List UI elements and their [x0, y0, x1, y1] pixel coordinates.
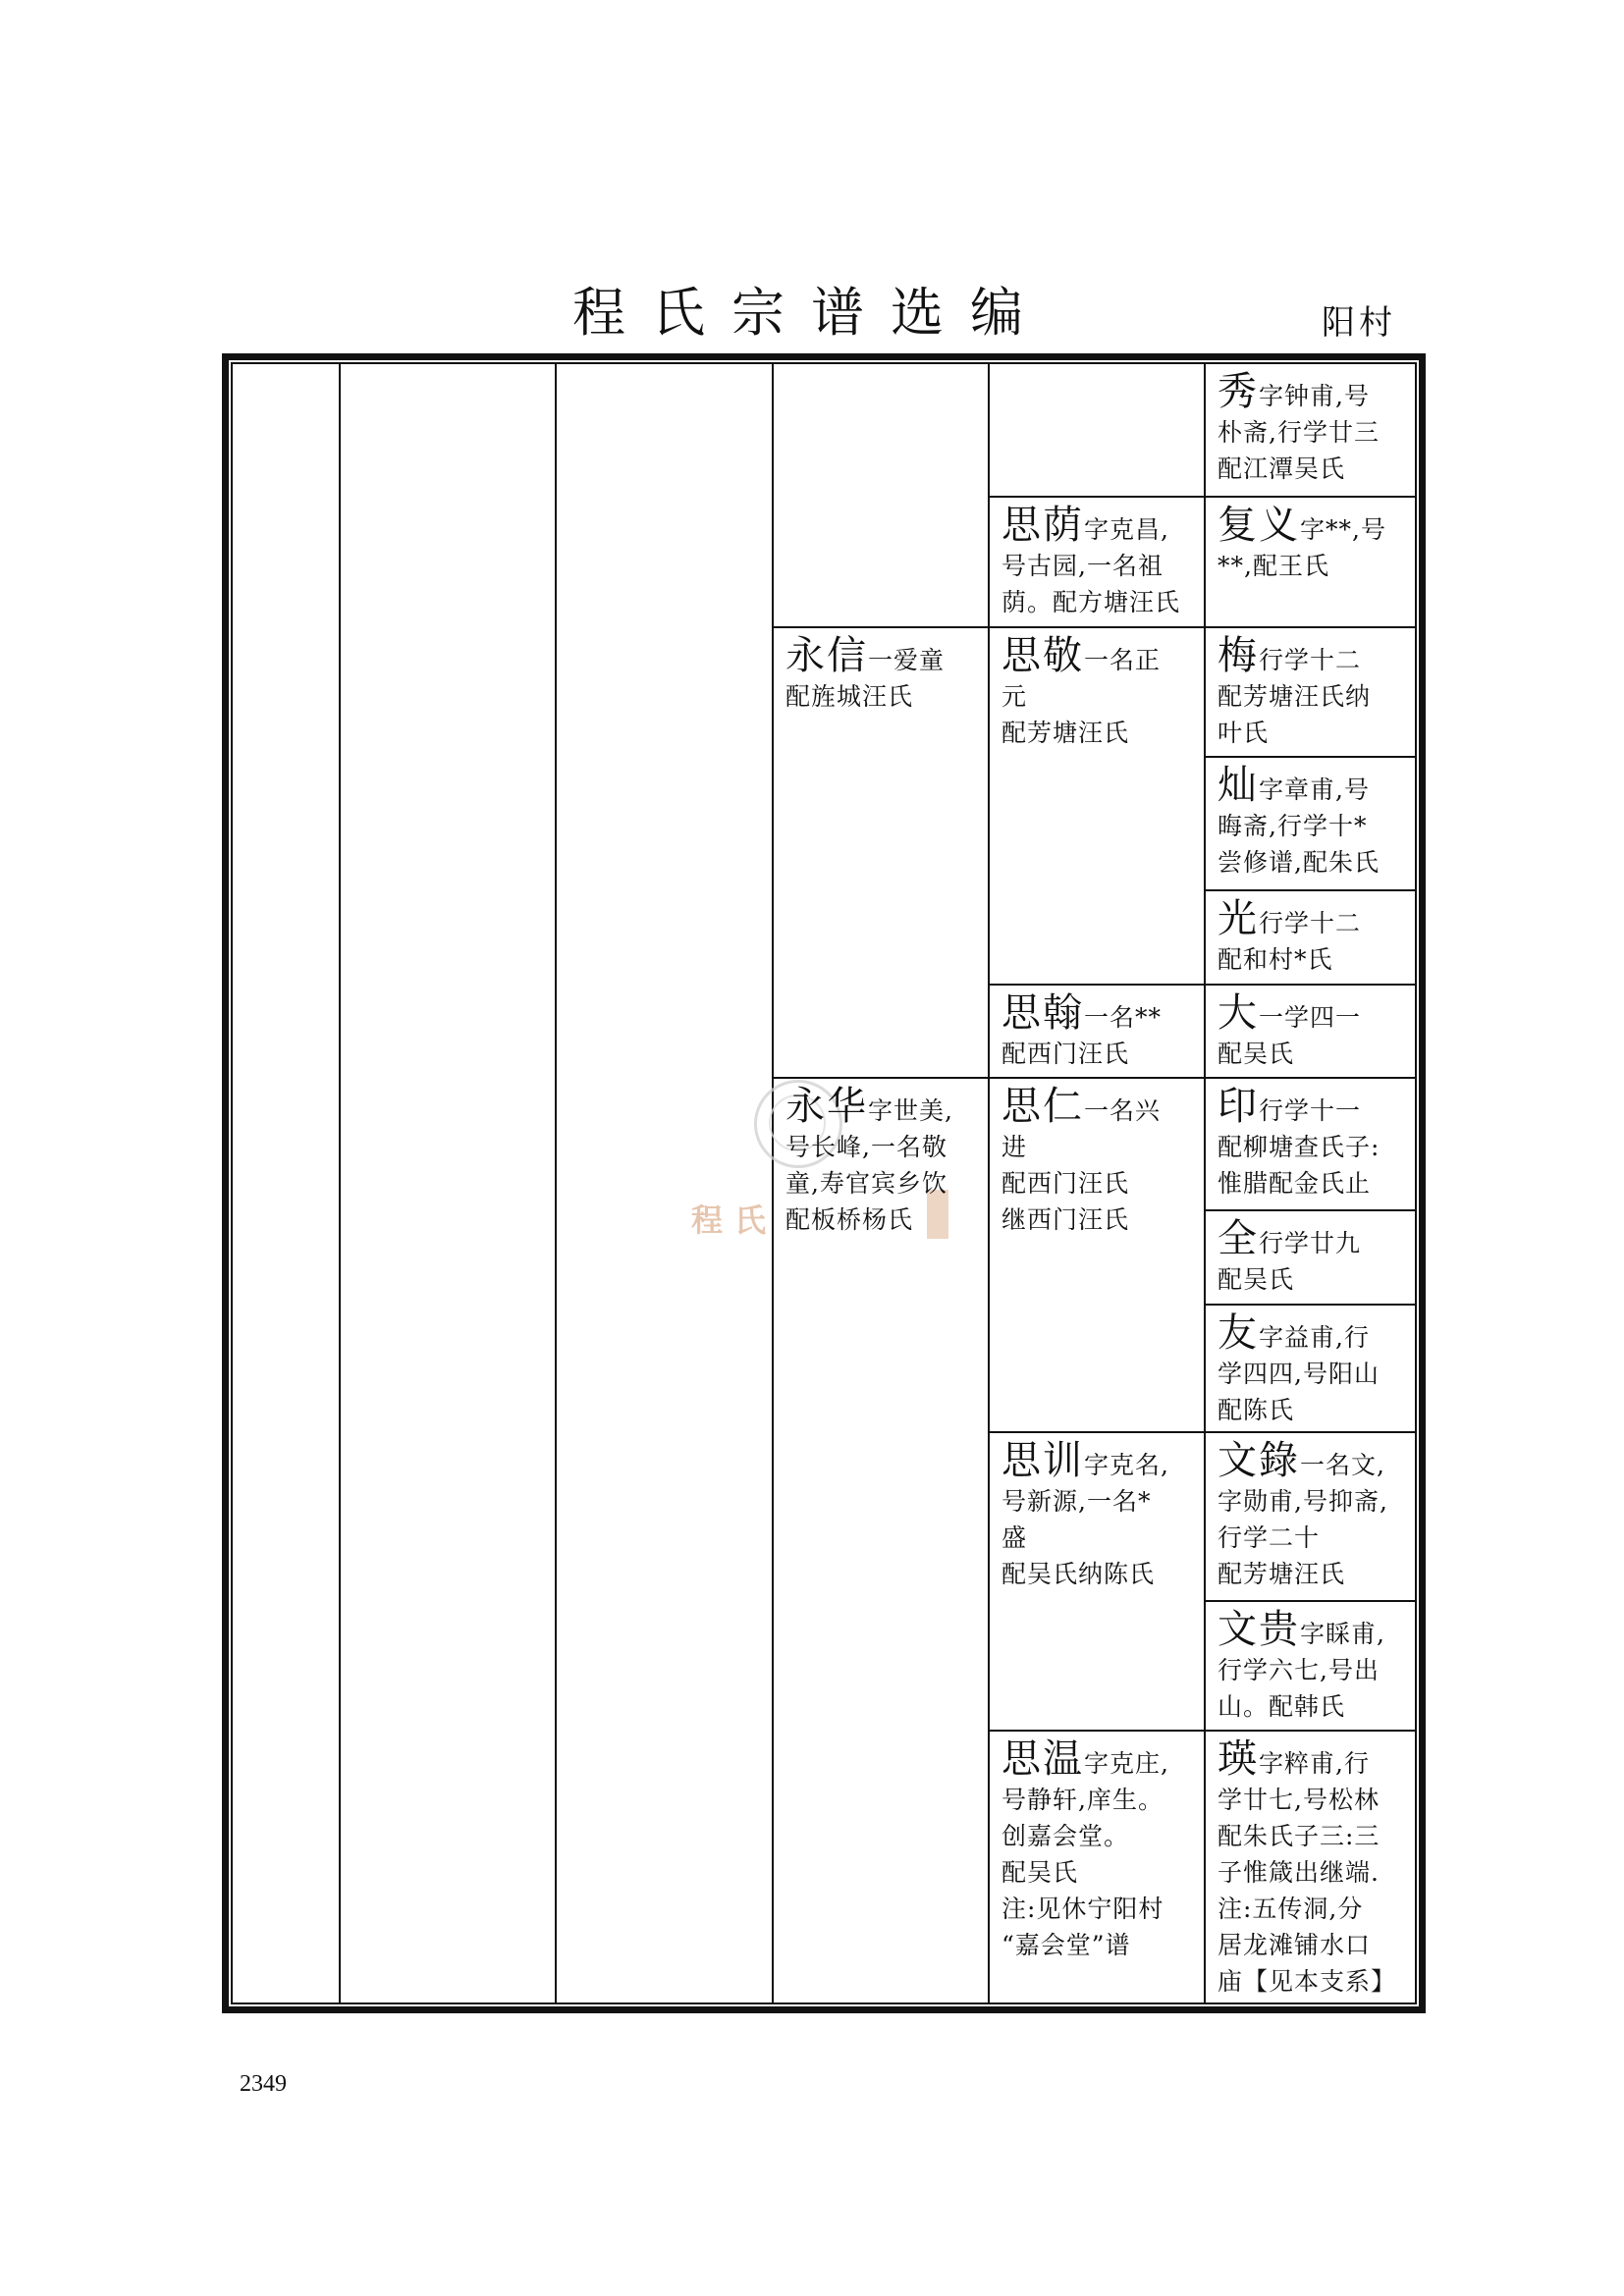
page-title: 程氏宗谱选编 [572, 282, 1050, 344]
entry-line: 字粹甫,行 [1259, 1749, 1370, 1778]
entry-line: 号古园,一名祖 [1001, 552, 1164, 580]
entry-line: 童,寿官宾乡饮 [785, 1169, 947, 1198]
page-number: 2349 [240, 2071, 287, 2097]
entry-line: 配芳塘汪氏纳 [1218, 682, 1372, 711]
column-divider [555, 362, 557, 2004]
entry-col6 [1206, 1602, 1415, 1730]
entry-line: 盛 [1001, 1523, 1028, 1552]
entry-line: 字克昌, [1084, 515, 1169, 544]
entry-line: 晦斋,行学十* [1218, 812, 1368, 840]
entry-line: 号静轩,庠生。 [1001, 1786, 1164, 1814]
entry-line: 配板桥杨氏 [785, 1205, 914, 1234]
entry-line: 注:见休宁阳村 [1001, 1895, 1164, 1923]
entry-line: 字睬甫, [1300, 1620, 1385, 1648]
entry-line: 一爱童 [868, 646, 946, 674]
column-divider [339, 362, 341, 2004]
entry-col4 [774, 1079, 988, 2002]
entry-line: 一名** [1084, 1003, 1163, 1032]
person-name: 秀 [1218, 369, 1259, 414]
entry-line: 行学十二 [1259, 646, 1362, 674]
entry-line: 配陈氏 [1218, 1396, 1295, 1424]
person-name: 复义 [1218, 503, 1300, 548]
entry-line: 行学廿九 [1259, 1229, 1362, 1257]
entry-line: 庙【见本支系】 [1218, 1967, 1397, 1996]
entry-col5 [990, 986, 1204, 1077]
watermark-text: 程氏 [691, 1201, 779, 1239]
entry-line: 配西门汪氏 [1001, 1040, 1130, 1068]
person-name: 思温 [1001, 1736, 1084, 1782]
entry-line: 字克名, [1084, 1451, 1169, 1479]
entry-line: 字勋甫,号抑斋, [1218, 1487, 1388, 1516]
entry-col6 [1206, 1079, 1415, 1209]
entry-col5 [990, 1732, 1204, 2002]
entry-line: 元 [1001, 682, 1028, 711]
entry-line: 配吴氏纳陈氏 [1001, 1560, 1156, 1588]
entry-line: 行学六七,号出 [1218, 1656, 1380, 1684]
entry-line: 配吴氏 [1218, 1040, 1295, 1068]
entry-line: 配西门汪氏 [1001, 1169, 1130, 1198]
entry-line: 字世美, [868, 1096, 953, 1125]
entry-line: 配柳塘查氏子: [1218, 1133, 1380, 1161]
entry-line: 字**,号 [1300, 515, 1386, 544]
person-name: 光 [1218, 896, 1259, 941]
person-name: 思仁 [1001, 1084, 1084, 1129]
entry-line: 行学十二 [1259, 909, 1362, 937]
entry-line: 配芳塘汪氏 [1218, 1560, 1346, 1588]
entry-line: 字益甫,行 [1259, 1323, 1370, 1352]
person-name: 文錄 [1218, 1438, 1300, 1483]
entry-line: 子惟箴出继端. [1218, 1858, 1380, 1887]
entry-col6 [1206, 1732, 1415, 2002]
entry-col6 [1206, 364, 1415, 496]
entry-col6 [1206, 986, 1415, 1077]
entry-line: 叶氏 [1218, 719, 1270, 747]
entry-col6 [1206, 1433, 1415, 1600]
entry-line: **,配王氏 [1218, 552, 1329, 580]
entry-line: 一名文, [1300, 1451, 1385, 1479]
entry-col6 [1206, 1211, 1415, 1304]
entry-line: 配旌城汪氏 [785, 682, 914, 711]
entry-line: 字钟甫,号 [1259, 382, 1370, 410]
entry-line: 行学十一 [1259, 1096, 1362, 1125]
entry-line: 号长峰,一名敬 [785, 1133, 947, 1161]
entry-line: 继西门汪氏 [1001, 1205, 1130, 1234]
entry-line: 号新源,一名* [1001, 1487, 1152, 1516]
village-label: 阳村 [1322, 303, 1396, 343]
person-name: 思训 [1001, 1438, 1084, 1483]
person-name: 文贵 [1218, 1607, 1300, 1652]
person-name: 思荫 [1001, 503, 1084, 548]
entry-col6 [1206, 628, 1415, 756]
entry-line: 惟腊配金氏止 [1218, 1169, 1372, 1198]
entry-line: 进 [1001, 1133, 1028, 1161]
person-name: 思翰 [1001, 990, 1084, 1036]
person-name: 永信 [785, 633, 868, 678]
entry-line: 朴斋,行学廿三 [1218, 418, 1380, 447]
entry-col6 [1206, 891, 1415, 984]
entry-line: 学四四,号阳山 [1218, 1360, 1380, 1388]
entry-col6 [1206, 498, 1415, 626]
entry-line: 一名正 [1084, 646, 1162, 674]
entry-line: 字克庄, [1084, 1749, 1169, 1778]
entry-line: 字章甫,号 [1259, 775, 1370, 804]
person-name: 永华 [785, 1084, 868, 1129]
entry-line: 配吴氏 [1001, 1858, 1079, 1887]
entry-line: 行学二十 [1218, 1523, 1321, 1552]
person-name: 梅 [1218, 633, 1259, 678]
person-name: 大 [1218, 990, 1259, 1036]
entry-line: 配江潭吴氏 [1218, 454, 1346, 483]
entry-col5 [990, 628, 1204, 984]
entry-line: 学廿七,号松林 [1218, 1786, 1380, 1814]
entry-line: 创嘉会堂。 [1001, 1822, 1130, 1850]
person-name: 印 [1218, 1084, 1259, 1129]
entry-col5 [990, 1433, 1204, 1730]
person-name: 思敬 [1001, 633, 1084, 678]
entry-line: 配和村*氏 [1218, 945, 1333, 974]
entry-line: 注:五传洞,分 [1218, 1895, 1364, 1923]
entry-line: 配吴氏 [1218, 1265, 1295, 1294]
entry-line: 居龙滩铺水口 [1218, 1931, 1372, 1959]
entry-col6 [1206, 1306, 1415, 1431]
person-name: 全 [1218, 1216, 1259, 1261]
entry-col5 [990, 498, 1204, 626]
entry-line: 山。配韩氏 [1218, 1692, 1346, 1721]
entry-line: 配芳塘汪氏 [1001, 719, 1130, 747]
entry-line: 荫。配方塘汪氏 [1001, 588, 1181, 616]
entry-line: 一学四一 [1259, 1003, 1362, 1032]
person-name: 灿 [1218, 763, 1259, 808]
entry-line: “嘉会堂”谱 [1001, 1931, 1131, 1959]
entry-line: 配朱氏子三:三 [1218, 1822, 1380, 1850]
entry-line: 一名兴 [1084, 1096, 1162, 1125]
entry-col5 [990, 1079, 1204, 1431]
entry-line: 尝修谱,配朱氏 [1218, 848, 1380, 877]
entry-col4 [774, 628, 988, 1077]
person-name: 瑛 [1218, 1736, 1259, 1782]
entry-col6 [1206, 758, 1415, 889]
person-name: 友 [1218, 1310, 1259, 1356]
